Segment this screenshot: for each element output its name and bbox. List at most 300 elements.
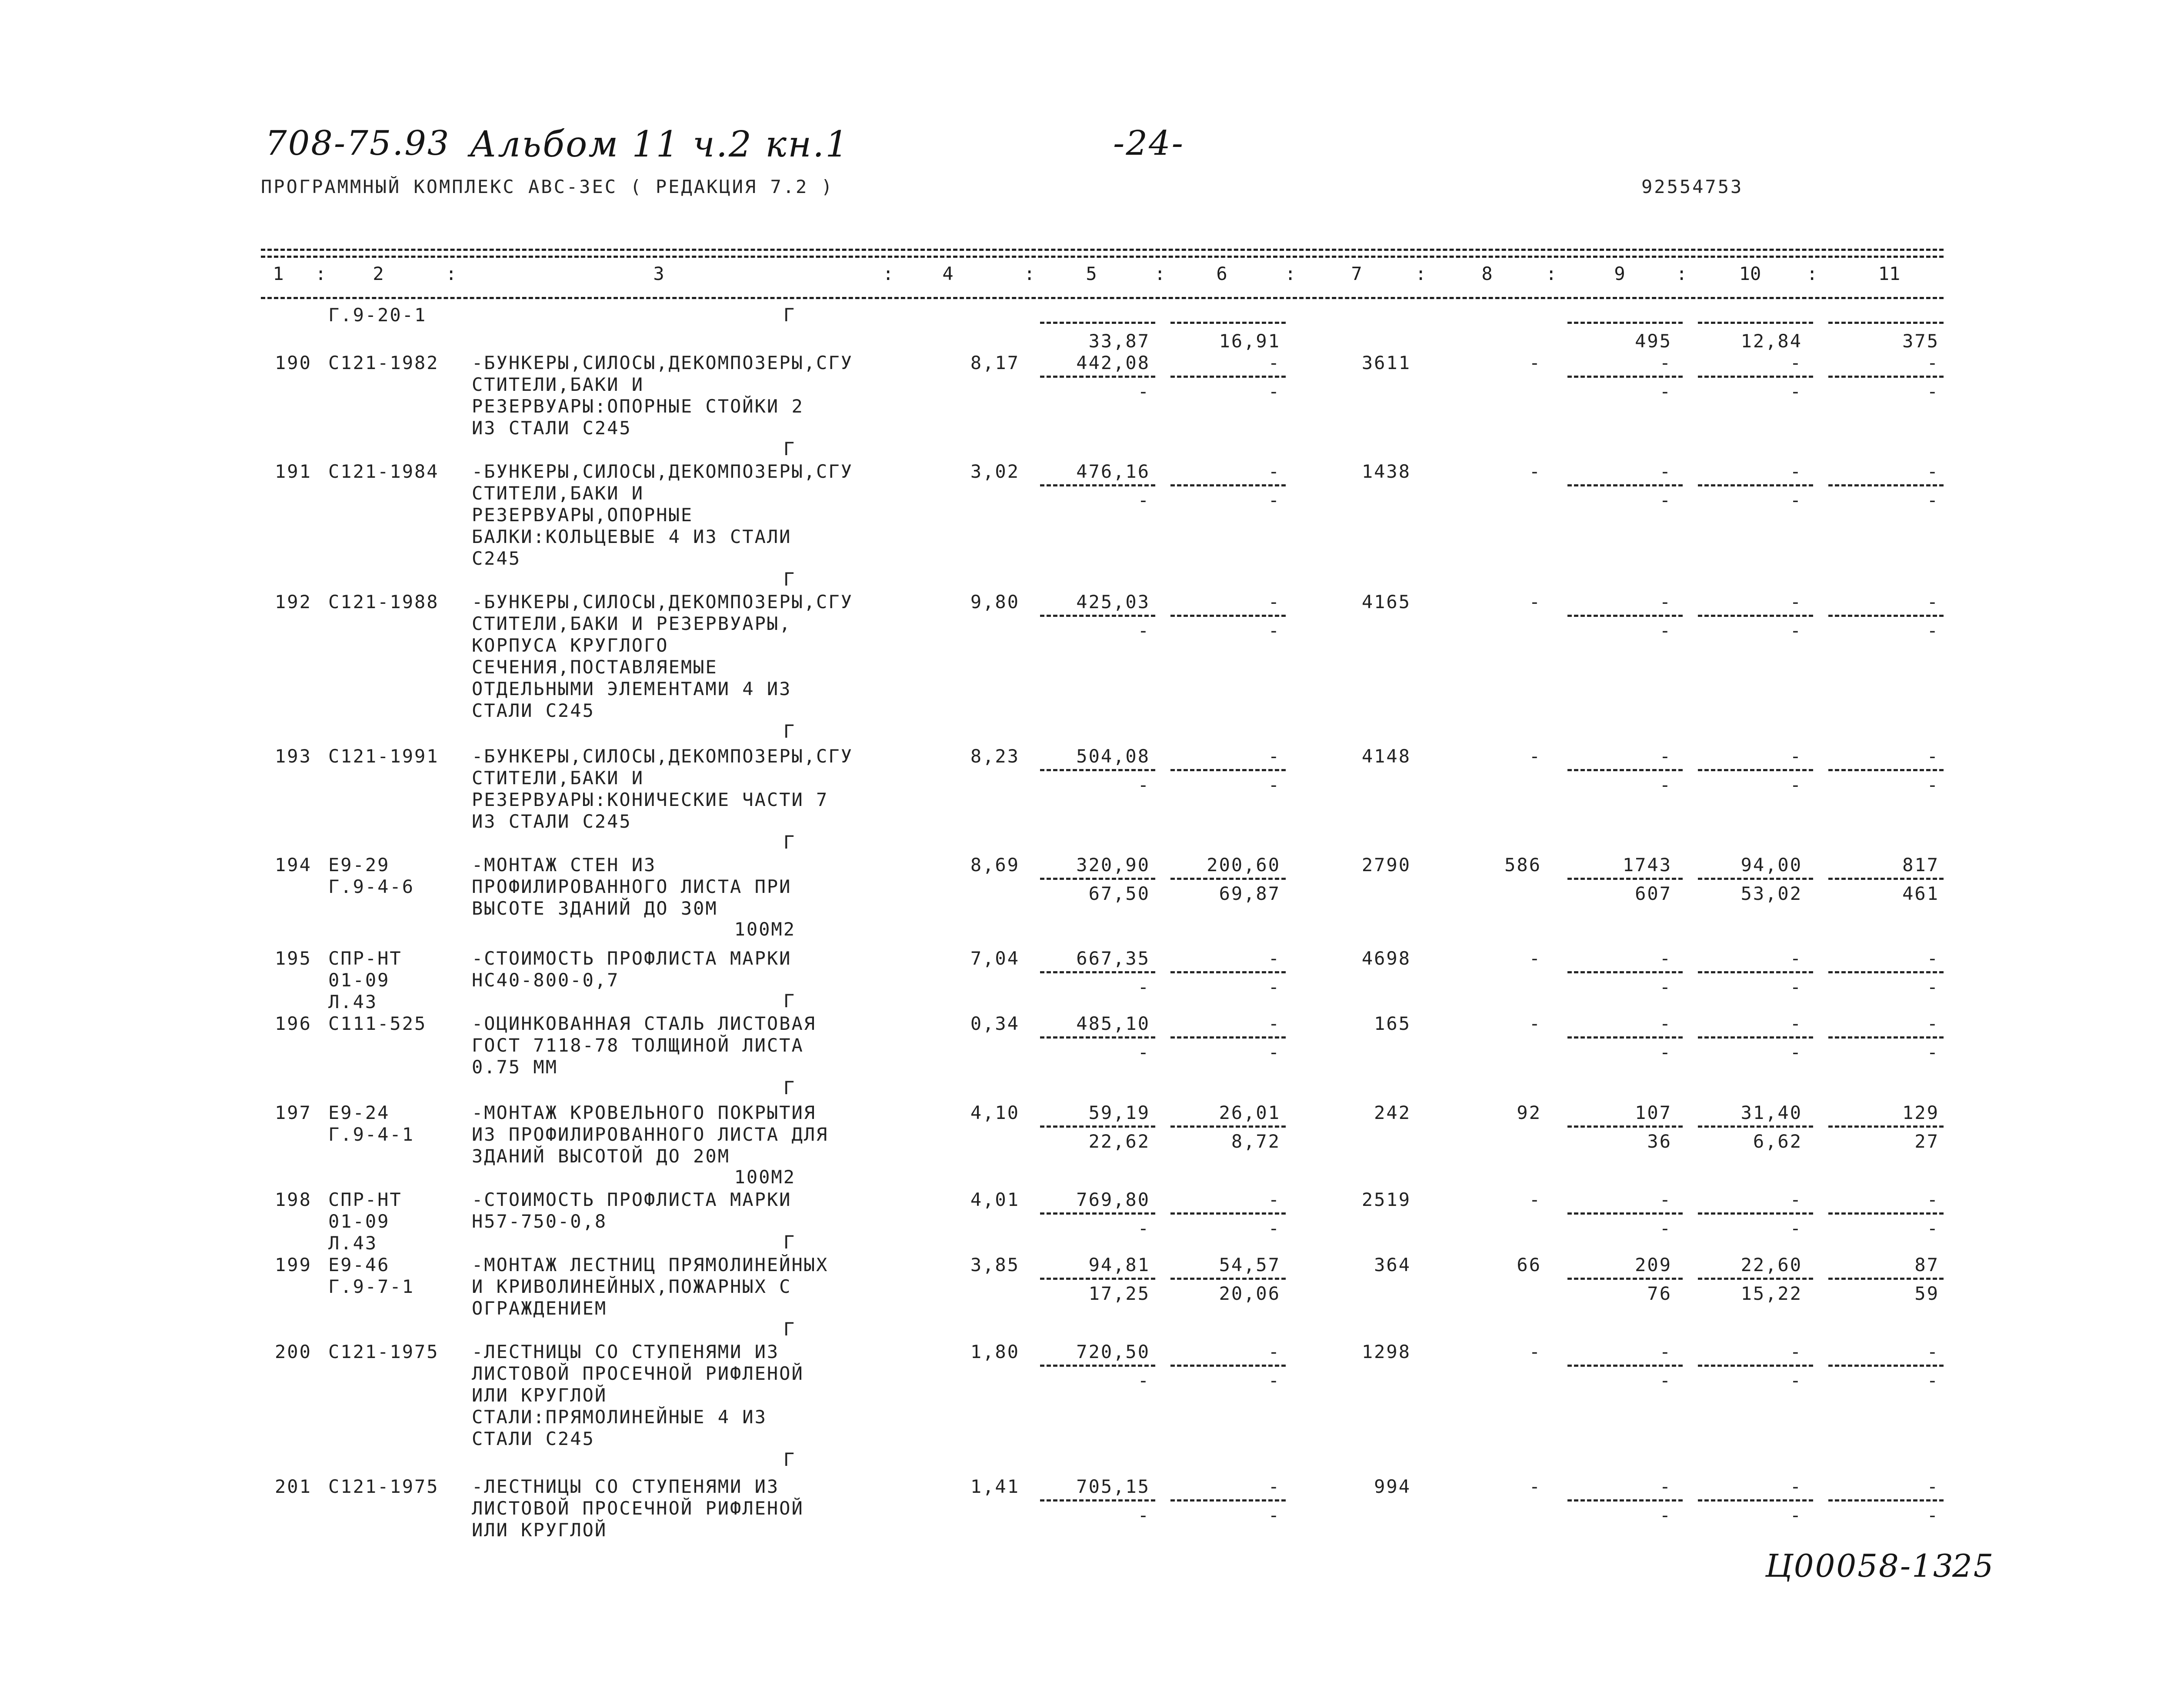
dash-col-9 — [1567, 971, 1683, 973]
dash-col-9 — [1567, 769, 1683, 771]
pre-row-code: Г.9-20-1 — [328, 304, 427, 326]
row-code-line-2: Г.9-4-1 — [328, 1124, 415, 1145]
bottom-col-6: - — [1268, 774, 1280, 796]
cell-col-5: 485,10 — [1076, 1013, 1150, 1034]
dash-col-5 — [1040, 615, 1155, 617]
cell-col-9: - — [1659, 461, 1672, 482]
row-description-line: СТИТЕЛИ,БАКИ И — [472, 374, 644, 395]
bottom-col-10: - — [1790, 1218, 1802, 1239]
cell-col-4: 0,34 — [970, 1013, 1020, 1034]
row-description-line: СЕЧЕНИЯ,ПОСТАВЛЯЕМЫЕ — [472, 656, 718, 678]
row-description-line: -БУНКЕРЫ,СИЛОСЫ,ДЕКОМПОЗЕРЫ,СГУ — [472, 746, 853, 767]
row-unit: Г — [783, 990, 796, 1012]
cell-col-11: 87 — [1914, 1254, 1939, 1275]
bottom-col-6: - — [1268, 976, 1280, 998]
dash-col-6 — [1170, 1499, 1286, 1502]
handwritten-album: Альбом 11 ч.2 кн.1 — [470, 124, 850, 165]
dash-col-11 — [1828, 1499, 1944, 1502]
row-number: 191 — [275, 461, 312, 482]
cell-col-4: 9,80 — [970, 591, 1020, 613]
dash-col-11 — [1828, 769, 1944, 771]
cell-col-5: 442,08 — [1076, 352, 1150, 373]
bottom-col-11: - — [1927, 1218, 1939, 1239]
cell-col-4: 8,23 — [970, 746, 1020, 767]
bottom-col-5: 22,62 — [1088, 1131, 1150, 1152]
row-description-line: ИЗ СТАЛИ С245 — [472, 417, 632, 439]
pre-row-dash-5 — [1040, 322, 1155, 324]
cell-col-5: 667,35 — [1076, 948, 1150, 969]
row-description-line: -БУНКЕРЫ,СИЛОСЫ,ДЕКОМПОЗЕРЫ,СГУ — [472, 352, 853, 373]
top-value-10: 12,84 — [1741, 330, 1802, 352]
dash-col-6 — [1170, 1365, 1286, 1367]
cell-col-8: - — [1529, 461, 1541, 482]
bottom-col-6: - — [1268, 381, 1280, 402]
row-description-line: 0.75 ММ — [472, 1056, 558, 1078]
dash-col-10 — [1698, 878, 1813, 880]
cell-col-11: - — [1927, 1013, 1939, 1034]
cell-col-6: - — [1268, 1013, 1280, 1034]
bottom-col-11: - — [1927, 774, 1939, 796]
cell-col-7: 364 — [1374, 1254, 1411, 1275]
dash-col-11 — [1828, 1278, 1944, 1280]
top-value-5: 33,87 — [1088, 330, 1150, 352]
cell-col-11: - — [1927, 461, 1939, 482]
dash-col-9 — [1567, 1365, 1683, 1367]
dash-col-10 — [1698, 769, 1813, 771]
bottom-col-6: 20,06 — [1219, 1283, 1280, 1304]
handwritten-code: 708-75.93 — [265, 124, 450, 163]
row-description-line: ИЗ ПРОФИЛИРОВАННОГО ЛИСТА ДЛЯ — [472, 1124, 829, 1145]
row-description-line: Н57-750-0,8 — [472, 1211, 607, 1232]
cell-col-7: 4698 — [1361, 948, 1411, 969]
cell-col-6: - — [1268, 1189, 1280, 1210]
cell-col-11: - — [1927, 591, 1939, 613]
cell-col-11: 129 — [1902, 1102, 1939, 1123]
cell-col-6: - — [1268, 1476, 1280, 1497]
bottom-col-9: - — [1659, 620, 1672, 641]
cell-col-11: - — [1927, 1341, 1939, 1362]
dash-col-6 — [1170, 615, 1286, 617]
cell-col-7: 2519 — [1361, 1189, 1411, 1210]
column-separator: : — [1546, 263, 1557, 284]
row-number: 192 — [275, 591, 312, 613]
cell-col-9: - — [1659, 1189, 1672, 1210]
cell-col-7: 242 — [1374, 1102, 1411, 1123]
cell-col-9: 107 — [1635, 1102, 1672, 1123]
cell-col-5: 504,08 — [1076, 746, 1150, 767]
row-description-line: ИЗ СТАЛИ С245 — [472, 811, 632, 832]
bottom-col-9: 36 — [1647, 1131, 1672, 1152]
row-description-line: ВЫСОТЕ ЗДАНИЙ ДО 30М — [472, 898, 718, 919]
row-code: С121-1991 — [328, 746, 439, 767]
cell-col-4: 7,04 — [970, 948, 1020, 969]
dash-col-6 — [1170, 1212, 1286, 1215]
document-number: 92554753 — [1641, 176, 1744, 197]
column-separator: : — [446, 263, 457, 284]
dash-col-9 — [1567, 376, 1683, 378]
row-unit: Г — [783, 1449, 796, 1470]
bottom-col-11: - — [1927, 976, 1939, 998]
dash-col-10 — [1698, 615, 1813, 617]
cell-col-10: - — [1790, 461, 1802, 482]
row-description-line: ЗДАНИЙ ВЫСОТОЙ ДО 20М — [472, 1145, 730, 1167]
row-description-line: СТИТЕЛИ,БАКИ И — [472, 483, 644, 504]
row-code: С121-1982 — [328, 352, 439, 373]
row-description-line: СТАЛИ:ПРЯМОЛИНЕЙНЫЕ 4 ИЗ — [472, 1406, 767, 1428]
row-code-line-3: Л.43 — [328, 1232, 378, 1254]
bottom-col-5: - — [1137, 1218, 1150, 1239]
row-description-line: РЕЗЕРВУАРЫ,ОПОРНЫЕ — [472, 504, 694, 526]
pre-row-dash-10 — [1698, 322, 1813, 324]
dash-col-11 — [1828, 1365, 1944, 1367]
row-description-line: -БУНКЕРЫ,СИЛОСЫ,ДЕКОМПОЗЕРЫ,СГУ — [472, 591, 853, 613]
row-description-line: ПРОФИЛИРОВАННОГО ЛИСТА ПРИ — [472, 876, 792, 897]
bottom-col-6: - — [1268, 489, 1280, 511]
pre-row-dash-11 — [1828, 322, 1944, 324]
dash-col-10 — [1698, 1125, 1813, 1128]
header-rule-top — [261, 249, 1944, 251]
bottom-col-10: 15,22 — [1741, 1283, 1802, 1304]
bottom-col-10: 6,62 — [1753, 1131, 1802, 1152]
cell-col-8: 66 — [1517, 1254, 1541, 1275]
dash-col-10 — [1698, 1365, 1813, 1367]
column-header-label: 8 — [1481, 263, 1493, 284]
dash-col-10 — [1698, 484, 1813, 486]
column-separator: : — [1676, 263, 1687, 284]
row-description-line: ИЛИ КРУГЛОЙ — [472, 1385, 607, 1406]
row-unit: 100М2 — [734, 1166, 796, 1188]
row-unit: Г — [783, 721, 796, 742]
cell-col-7: 1438 — [1361, 461, 1411, 482]
row-description-line: -ОЦИНКОВАННАЯ СТАЛЬ ЛИСТОВАЯ — [472, 1013, 817, 1034]
row-code: Е9-46 — [328, 1254, 390, 1275]
bottom-col-5: 17,25 — [1088, 1283, 1150, 1304]
bottom-col-6: - — [1268, 1505, 1280, 1526]
row-code: С121-1988 — [328, 591, 439, 613]
bottom-col-9: 607 — [1635, 883, 1672, 904]
cell-col-11: - — [1927, 746, 1939, 767]
cell-col-9: - — [1659, 591, 1672, 613]
cell-col-10: 94,00 — [1741, 854, 1802, 876]
row-number: 197 — [275, 1102, 312, 1123]
column-header-label: 1 — [273, 263, 284, 284]
dash-col-11 — [1828, 615, 1944, 617]
cell-col-10: - — [1790, 352, 1802, 373]
row-unit: 100М2 — [734, 919, 796, 940]
column-header-label: 7 — [1351, 263, 1362, 284]
cell-col-7: 1298 — [1361, 1341, 1411, 1362]
bottom-col-9: 76 — [1647, 1283, 1672, 1304]
cell-col-5: 769,80 — [1076, 1189, 1150, 1210]
dash-col-10 — [1698, 971, 1813, 973]
cell-col-10: - — [1790, 1013, 1802, 1034]
bottom-col-9: - — [1659, 1218, 1672, 1239]
column-header-label: 5 — [1086, 263, 1097, 284]
row-code-line-3: Л.43 — [328, 991, 378, 1012]
cell-col-6: - — [1268, 1341, 1280, 1362]
cell-col-6: - — [1268, 461, 1280, 482]
bottom-col-11: - — [1927, 1042, 1939, 1063]
cell-col-9: - — [1659, 1341, 1672, 1362]
bottom-col-10: - — [1790, 489, 1802, 511]
row-description-line: РЕЗЕРВУАРЫ:ОПОРНЫЕ СТОЙКИ 2 — [472, 396, 804, 417]
row-unit: Г — [783, 1232, 796, 1253]
dash-col-6 — [1170, 878, 1286, 880]
row-code: Е9-29 — [328, 854, 390, 876]
cell-col-6: 26,01 — [1219, 1102, 1280, 1123]
bottom-col-11: - — [1927, 1505, 1939, 1526]
column-separator: : — [1154, 263, 1166, 284]
cell-col-8: 92 — [1517, 1102, 1541, 1123]
dash-col-11 — [1828, 1125, 1944, 1128]
row-code-line-2: Г.9-7-1 — [328, 1276, 415, 1297]
dash-col-5 — [1040, 878, 1155, 880]
cell-col-10: - — [1790, 1341, 1802, 1362]
column-header-label: 3 — [653, 263, 664, 284]
cell-col-6: - — [1268, 746, 1280, 767]
cell-col-4: 3,85 — [970, 1254, 1020, 1275]
row-code-line-2: Г.9-4-6 — [328, 876, 415, 897]
bottom-col-10: 53,02 — [1741, 883, 1802, 904]
row-description-line: ИЛИ КРУГЛОЙ — [472, 1519, 607, 1541]
cell-col-10: - — [1790, 746, 1802, 767]
row-description-line: БАЛКИ:КОЛЬЦЕВЫЕ 4 ИЗ СТАЛИ — [472, 526, 792, 547]
row-description-line: ОГРАЖДЕНИЕМ — [472, 1298, 607, 1319]
row-code: Е9-24 — [328, 1102, 390, 1123]
cell-col-11: - — [1927, 352, 1939, 373]
cell-col-6: 200,60 — [1207, 854, 1280, 876]
handwritten-stamp: Ц00058-13 — [1765, 1548, 1954, 1584]
cell-col-10: 31,40 — [1741, 1102, 1802, 1123]
column-separator: : — [1415, 263, 1427, 284]
bottom-col-11: - — [1927, 489, 1939, 511]
cell-col-9: - — [1659, 1476, 1672, 1497]
bottom-col-11: 59 — [1914, 1283, 1939, 1304]
cell-col-8: - — [1529, 1476, 1541, 1497]
bottom-col-5: - — [1137, 620, 1150, 641]
bottom-col-11: 27 — [1914, 1131, 1939, 1152]
cell-col-7: 4148 — [1361, 746, 1411, 767]
bottom-col-10: - — [1790, 1370, 1802, 1391]
row-description-line: ЛИСТОВОЙ ПРОСЕЧНОЙ РИФЛЕНОЙ — [472, 1498, 804, 1519]
row-description-line: С245 — [472, 548, 521, 569]
bottom-col-5: 67,50 — [1088, 883, 1150, 904]
row-code-line-2: 01-09 — [328, 969, 390, 991]
dash-col-5 — [1040, 1365, 1155, 1367]
bottom-col-10: - — [1790, 976, 1802, 998]
header-rule-top-2 — [261, 256, 1944, 258]
handwritten-sheet-number: 25 — [1952, 1548, 1995, 1584]
dash-col-11 — [1828, 376, 1944, 378]
dash-col-5 — [1040, 1125, 1155, 1128]
bottom-col-9: - — [1659, 1370, 1672, 1391]
row-unit: Г — [783, 1077, 796, 1099]
row-number: 195 — [275, 948, 312, 969]
row-unit: Г — [783, 832, 796, 853]
cell-col-10: - — [1790, 1476, 1802, 1497]
row-description-line: НС40-800-0,7 — [472, 969, 620, 991]
dash-col-9 — [1567, 1125, 1683, 1128]
dash-col-9 — [1567, 1278, 1683, 1280]
bottom-col-6: - — [1268, 1218, 1280, 1239]
row-description-line: СТИТЕЛИ,БАКИ И РЕЗЕРВУАРЫ, — [472, 613, 792, 634]
cell-col-10: - — [1790, 948, 1802, 969]
dash-col-5 — [1040, 1212, 1155, 1215]
bottom-col-5: - — [1137, 774, 1150, 796]
cell-col-11: - — [1927, 1476, 1939, 1497]
cell-col-10: - — [1790, 591, 1802, 613]
cell-col-8: - — [1529, 1341, 1541, 1362]
bottom-col-5: - — [1137, 489, 1150, 511]
dash-col-6 — [1170, 484, 1286, 486]
cell-col-4: 4,01 — [970, 1189, 1020, 1210]
cell-col-10: 22,60 — [1741, 1254, 1802, 1275]
bottom-col-5: - — [1137, 381, 1150, 402]
column-separator: : — [315, 263, 327, 284]
top-value-6: 16,91 — [1219, 330, 1280, 352]
row-unit: Г — [783, 438, 796, 459]
row-description-line: КОРПУСА КРУГЛОГО — [472, 635, 669, 656]
bottom-col-11: - — [1927, 381, 1939, 402]
cell-col-8: - — [1529, 591, 1541, 613]
row-description-line: -ЛЕСТНИЦЫ СО СТУПЕНЯМИ ИЗ — [472, 1341, 780, 1362]
cell-col-11: 817 — [1902, 854, 1939, 876]
dash-col-6 — [1170, 769, 1286, 771]
dash-col-5 — [1040, 484, 1155, 486]
row-description-line: -МОНТАЖ ЛЕСТНИЦ ПРЯМОЛИНЕЙНЫХ — [472, 1254, 829, 1275]
row-number: 194 — [275, 854, 312, 876]
cell-col-10: - — [1790, 1189, 1802, 1210]
row-unit: Г — [783, 569, 796, 590]
row-description-line: СТИТЕЛИ,БАКИ И — [472, 767, 644, 789]
dash-col-10 — [1698, 1499, 1813, 1502]
row-description-line: СТАЛИ С245 — [472, 1428, 595, 1449]
dash-col-6 — [1170, 1036, 1286, 1039]
dash-col-9 — [1567, 878, 1683, 880]
bottom-col-10: - — [1790, 1042, 1802, 1063]
bottom-col-6: 8,72 — [1231, 1131, 1280, 1152]
bottom-col-5: - — [1137, 1042, 1150, 1063]
dash-col-10 — [1698, 376, 1813, 378]
cell-col-5: 425,03 — [1076, 591, 1150, 613]
row-number: 201 — [275, 1476, 312, 1497]
dash-col-9 — [1567, 1212, 1683, 1215]
cell-col-8: - — [1529, 352, 1541, 373]
cell-col-8: - — [1529, 1189, 1541, 1210]
cell-col-9: 1743 — [1622, 854, 1672, 876]
cell-col-6: 54,57 — [1219, 1254, 1280, 1275]
cell-col-4: 1,41 — [970, 1476, 1020, 1497]
bottom-col-9: - — [1659, 1505, 1672, 1526]
bottom-col-9: - — [1659, 774, 1672, 796]
dash-col-10 — [1698, 1212, 1813, 1215]
dash-col-5 — [1040, 1278, 1155, 1280]
column-header-label: 6 — [1216, 263, 1227, 284]
cell-col-7: 165 — [1374, 1013, 1411, 1034]
dash-col-5 — [1040, 1036, 1155, 1039]
row-description-line: И КРИВОЛИНЕЙНЫХ,ПОЖАРНЫХ С — [472, 1276, 792, 1297]
dash-col-5 — [1040, 376, 1155, 378]
dash-col-9 — [1567, 1036, 1683, 1039]
row-number: 200 — [275, 1341, 312, 1362]
row-code-line-2: 01-09 — [328, 1211, 390, 1232]
dash-col-9 — [1567, 1499, 1683, 1502]
cell-col-5: 320,90 — [1076, 854, 1150, 876]
top-value-11: 375 — [1902, 330, 1939, 352]
bottom-col-10: - — [1790, 774, 1802, 796]
row-description-line: -ЛЕСТНИЦЫ СО СТУПЕНЯМИ ИЗ — [472, 1476, 780, 1497]
row-number: 199 — [275, 1254, 312, 1275]
row-description-line: ОТДЕЛЬНЫМИ ЭЛЕМЕНТАМИ 4 ИЗ — [472, 678, 792, 699]
column-separator: : — [1285, 263, 1296, 284]
cell-col-7: 3611 — [1361, 352, 1411, 373]
row-code: СПР-НТ — [328, 948, 402, 969]
bottom-col-10: - — [1790, 381, 1802, 402]
dash-col-11 — [1828, 1212, 1944, 1215]
cell-col-4: 8,69 — [970, 854, 1020, 876]
bottom-col-9: - — [1659, 489, 1672, 511]
bottom-col-11: - — [1927, 1370, 1939, 1391]
cell-col-9: - — [1659, 948, 1672, 969]
bottom-col-11: - — [1927, 620, 1939, 641]
pre-row-dash-9 — [1567, 322, 1683, 324]
column-separator: : — [1024, 263, 1035, 284]
column-header-label: 2 — [373, 263, 384, 284]
pre-row-unit: Г — [783, 304, 796, 326]
row-description-line: -СТОИМОСТЬ ПРОФЛИСТА МАРКИ — [472, 948, 792, 969]
cell-col-4: 1,80 — [970, 1341, 1020, 1362]
bottom-col-5: - — [1137, 1370, 1150, 1391]
bottom-col-6: 69,87 — [1219, 883, 1280, 904]
cell-col-4: 4,10 — [970, 1102, 1020, 1123]
cell-col-11: - — [1927, 948, 1939, 969]
row-code: СПР-НТ — [328, 1189, 402, 1210]
dash-col-11 — [1828, 971, 1944, 973]
cell-col-7: 4165 — [1361, 591, 1411, 613]
cell-col-9: 209 — [1635, 1254, 1672, 1275]
row-description-line: СТАЛИ С245 — [472, 700, 595, 721]
bottom-col-9: - — [1659, 381, 1672, 402]
bottom-col-10: - — [1790, 1505, 1802, 1526]
row-code: С121-1975 — [328, 1341, 439, 1362]
row-description-line: ГОСТ 7118-78 ТОЛЩИНОЙ ЛИСТА — [472, 1035, 804, 1056]
bottom-col-5: - — [1137, 1505, 1150, 1526]
column-header-label: 4 — [942, 263, 954, 284]
column-header-label: 11 — [1878, 263, 1901, 284]
cell-col-6: - — [1268, 948, 1280, 969]
cell-col-8: - — [1529, 1013, 1541, 1034]
cell-col-9: - — [1659, 746, 1672, 767]
row-number: 190 — [275, 352, 312, 373]
dash-col-6 — [1170, 1278, 1286, 1280]
cell-col-9: - — [1659, 1013, 1672, 1034]
pre-row-dash-6 — [1170, 322, 1286, 324]
row-description-line: -СТОИМОСТЬ ПРОФЛИСТА МАРКИ — [472, 1189, 792, 1210]
cell-col-11: - — [1927, 1189, 1939, 1210]
cell-col-7: 2790 — [1361, 854, 1411, 876]
dash-col-6 — [1170, 376, 1286, 378]
dash-col-9 — [1567, 484, 1683, 486]
dash-col-5 — [1040, 769, 1155, 771]
bottom-col-10: - — [1790, 620, 1802, 641]
cell-col-5: 720,50 — [1076, 1341, 1150, 1362]
header-rule-bottom — [261, 297, 1944, 299]
dash-col-11 — [1828, 1036, 1944, 1039]
bottom-col-5: - — [1137, 976, 1150, 998]
bottom-col-6: - — [1268, 620, 1280, 641]
row-description-line: -БУНКЕРЫ,СИЛОСЫ,ДЕКОМПОЗЕРЫ,СГУ — [472, 461, 853, 482]
row-code: С121-1975 — [328, 1476, 439, 1497]
